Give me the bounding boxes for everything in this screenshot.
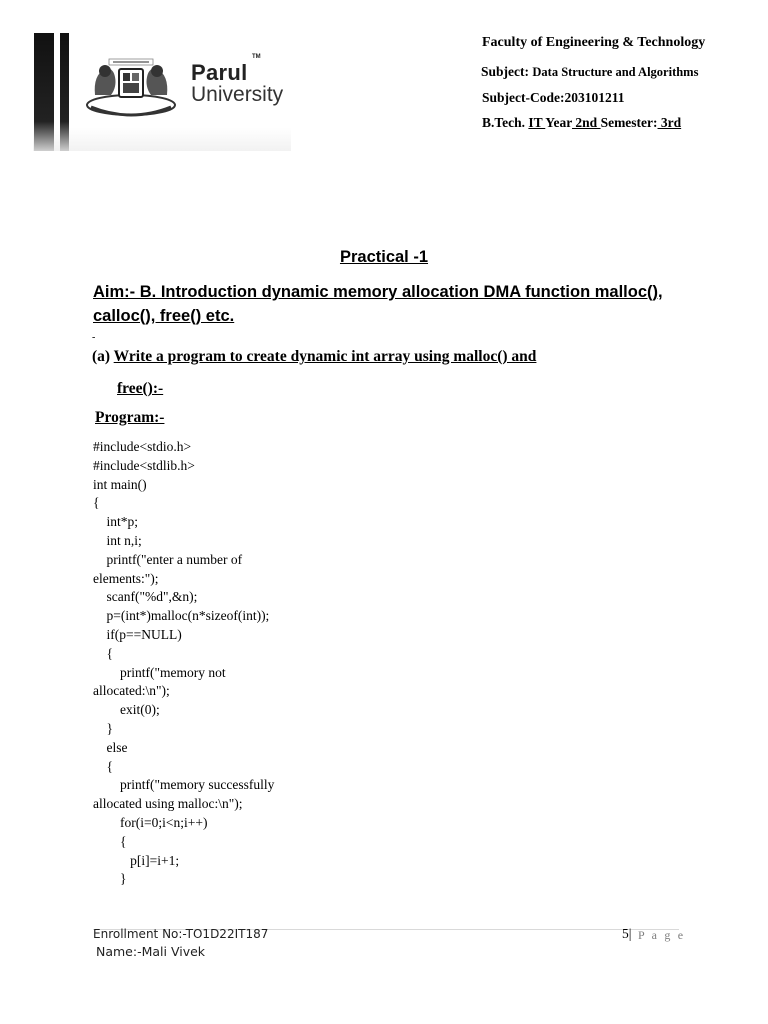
code-line: p[i]=i+1; [93,852,180,868]
question-text: Write a program to create dynamic int array using malloc() and [113,348,537,365]
year-label: Year [545,115,573,130]
code-line: elements:"); [93,570,159,586]
code-line: int main() [93,476,147,492]
code-line: printf("memory successfully [93,777,275,793]
subject-label: Subject: [481,64,533,79]
code-line: int n,i; [93,533,142,548]
code-line: #include<stdio.h> [93,439,192,454]
code-line: { [93,833,127,849]
question-line [92,348,536,366]
code-line: { [93,758,113,774]
logo-brand-parul: Parul [191,60,248,85]
code-line: p=(int*)malloc(n*sizeof(int)); [93,608,270,624]
code-line: printf("memory not [93,664,226,680]
dash-mark: - [92,332,96,343]
university-logo [33,33,291,151]
code-line: else [93,739,128,755]
code-line: { [93,495,100,511]
footer-page-number: 5| [622,926,632,941]
code-line: } [93,721,113,736]
code-line: scanf("%d",&n); [93,589,198,605]
semester-label: Semester: [600,115,658,130]
question-continuation: free():- [117,380,164,397]
footer-page-label: P a g e [638,928,686,942]
branch-value: IT [528,115,546,130]
code-line: } [93,871,127,887]
year-value: 2nd [572,115,601,130]
code-line: { [93,645,113,661]
subject-value: Data Structure and Algorithms [532,65,699,79]
semester-value: 3rd [657,115,682,130]
aim-heading: Aim:- B. Introduction dynamic memory allocation DMA function malloc(), calloc(), free() etc. [93,283,663,325]
logo-bar-left [34,33,54,151]
footer-enrollment: Enrollment No:-TO1D22IT187 [93,927,269,941]
practical-title: Practical -1 [339,248,429,266]
code-line: #include<stdlib.h> [93,457,195,473]
code-line: exit(0); [93,702,160,718]
code-line: printf("enter a number of [93,551,243,567]
header-subject [481,64,698,80]
logo-trademark: TM [252,54,261,60]
code-line: int*p; [93,514,139,530]
logo-bar-right [60,33,69,151]
header-subject-code: Subject-Code:203101211 [482,90,625,105]
university-emblem-icon [85,55,177,117]
code-line: allocated:\n"); [93,683,170,699]
question-prefix: (a) [92,348,114,365]
code-line: allocated using malloc:\n"); [93,796,243,812]
code-line: for(i=0;i<n;i++) [93,815,208,830]
logo-brand-university: University [191,83,284,106]
header-program-info [482,115,681,131]
btech-label: B.Tech. [482,115,529,130]
footer-name: Name:-Mali Vivek [96,944,206,959]
header-faculty: Faculty of Engineering & Technology [482,35,706,50]
code-line: if(p==NULL) [93,627,182,642]
program-heading: Program:- [95,409,165,426]
